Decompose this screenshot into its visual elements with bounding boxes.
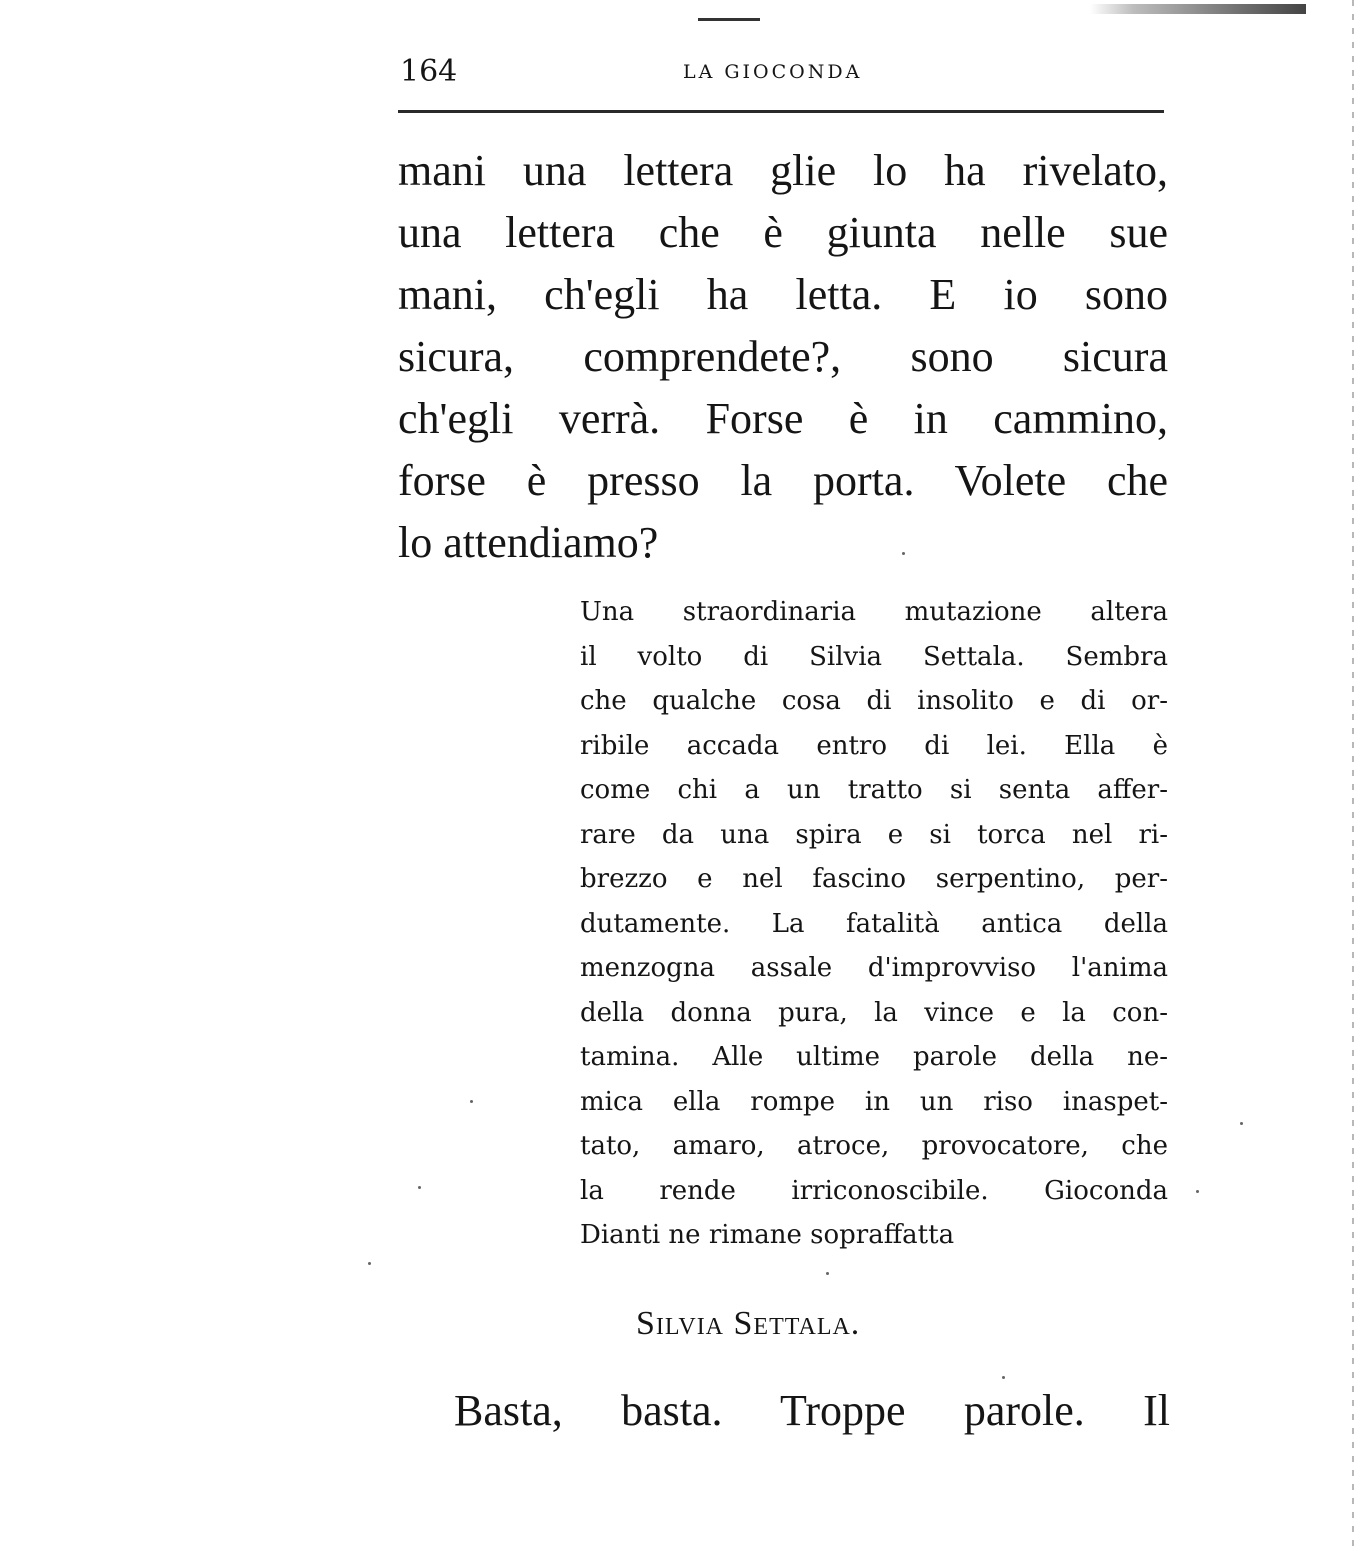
- speech-line: mani, ch'egli ha letta. E io sono: [398, 270, 1168, 319]
- scan-artifact-bar: [1090, 4, 1306, 14]
- stage-direction-line: Una straordinaria mutazione altera: [580, 597, 1168, 627]
- speech-line: forse è presso la porta. Volete che: [398, 456, 1168, 505]
- scan-speck: [368, 1262, 371, 1265]
- stage-direction-line: ribile accada entro di lei. Ella è: [580, 730, 1168, 761]
- stage-direction-line: la rende irriconoscibile. Gioconda: [580, 1175, 1168, 1206]
- speech-line: una lettera che è giunta nelle sue: [398, 208, 1168, 257]
- speaker-name: Silvia Settala.: [636, 1305, 861, 1342]
- stage-direction-line: mica ella rompe in un riso inaspet-: [580, 1086, 1168, 1117]
- speech-line: lo attendiamo?: [398, 518, 659, 567]
- next-speech-paragraph: [454, 1380, 1170, 1442]
- header-rule: [398, 110, 1164, 113]
- speech-line: sicura, comprendete?, sono sicura: [398, 332, 1168, 381]
- running-title: LA GIOCONDA: [683, 61, 863, 83]
- scan-artifact-top: [698, 18, 760, 21]
- stage-direction-line: della donna pura, la vince e la con-: [580, 997, 1168, 1028]
- speech-line: Basta, basta. Troppe parole. Il: [454, 1386, 1170, 1435]
- speech-line: ch'egli verrà. Forse è in cammino,: [398, 394, 1168, 443]
- scan-speck: [470, 1100, 473, 1103]
- scan-speck: [1196, 1190, 1199, 1193]
- speech-paragraph: [398, 140, 1168, 574]
- stage-direction-line: dutamente. La fatalità antica della: [580, 908, 1168, 939]
- page-number: 164: [400, 54, 458, 89]
- stage-direction-line: come chi a un tratto si senta affer-: [580, 775, 1168, 805]
- stage-direction-line: Dianti ne rimane sopraffatta: [580, 1220, 955, 1250]
- stage-direction-line: tato, amaro, atroce, provocatore, che: [580, 1131, 1168, 1161]
- stage-direction-line: brezzo e nel fascino serpentino, per-: [580, 864, 1168, 894]
- stage-direction-line: tamina. Alle ultime parole della ne-: [580, 1042, 1168, 1072]
- stage-direction-line: il volto di Silvia Settala. Sembra: [580, 641, 1168, 672]
- scan-speck: [1240, 1122, 1243, 1125]
- stage-direction-line: che qualche cosa di insolito e di or-: [580, 686, 1168, 716]
- speech-line: mani una lettera glie lo ha rivelato,: [398, 146, 1168, 195]
- scan-artifact-edge: [1352, 0, 1354, 1548]
- stage-direction-line: menzogna assale d'improvviso l'anima: [580, 953, 1168, 983]
- running-head: [400, 54, 1170, 90]
- scan-speck: [826, 1272, 829, 1275]
- stage-direction-line: rare da una spira e si torca nel ri-: [580, 819, 1168, 850]
- scan-speck: [1002, 1376, 1005, 1379]
- stage-direction: [580, 590, 1168, 1258]
- scan-speck: [418, 1186, 421, 1189]
